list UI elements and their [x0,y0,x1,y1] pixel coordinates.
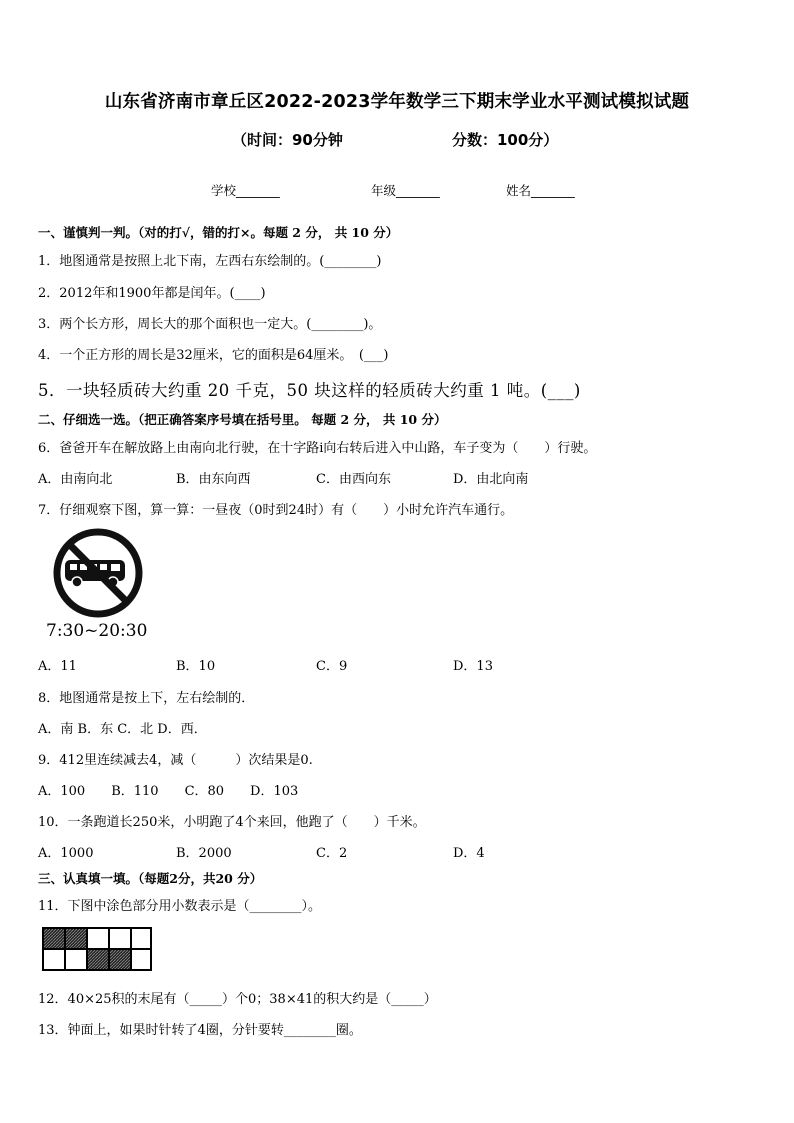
q6-option-b: B．由东向西 [176,472,251,487]
q9-options: A．100 B．110 C．80 D．103 [38,784,299,799]
no-bus-sign-icon [50,527,146,619]
q7-option-c: C．9 [316,659,348,674]
question-11: 11．下图中涂色部分用小数表示是（________）。 [38,899,322,914]
page-title: 山东省济南市章丘区2022-2023学年数学三下期末学业水平测试模拟试题 [104,92,690,112]
question-1: 1．地图通常是按照上北下南，左西右东绘制的。(________) [38,254,382,269]
shaded-grid-figure [41,926,153,972]
q6-option-a: A．由南向北 [38,472,113,487]
q10-option-c: C．2 [316,846,348,861]
question-6: 6．爸爸开车在解放路上由南向北行驶，在十字路ⅰ向右转后进入中山路，车子变为（ ）行驶。 [38,441,597,456]
question-3: 3．两个长方形，周长大的那个面积也一定大。(________)。 [38,317,382,332]
exam-score: 分数：100分） [452,131,559,149]
question-7: 7．仔细观察下图，算一算：一昼夜（0时到24时）有（ ）小时允许汽车通行。 [38,503,514,518]
question-13: 13．钟面上，如果时针转了4圈，分针要转________圈。 [38,1023,362,1038]
q7-option-a: A．11 [38,659,77,674]
exam-time: （时间：90分钟 [232,131,343,149]
question-12: 12．40×25积的末尾有（_____）个0；38×41的积大约是（_____） [38,992,437,1007]
sign-time-caption: 7:30~20:30 [46,621,148,641]
question-2: 2．2012年和1900年都是闰年。(____) [38,286,266,301]
q6-option-d: D．由北向南 [453,472,529,487]
q10-option-b: B．2000 [176,846,232,861]
q7-option-b: B．10 [176,659,216,674]
question-8: 8．地图通常是按上下，左右绘制的． [38,691,255,706]
q10-option-a: A．1000 [38,846,94,861]
question-9: 9．412里连续减去4，减（ ）次结果是0. [38,753,313,768]
grade-field: 年级_______ [371,183,440,198]
q8-options: A．南 B．东 C．北 D．西． [38,722,207,737]
section-2-heading: 二、仔细选一选。（把正确答案序号填在括号里。 每题 2 分， 共 10 分） [38,412,447,427]
section-1-heading: 一、谨慎判一判。（对的打√，错的打×。每题 2 分， 共 10 分） [38,225,399,240]
question-4: 4．一个正方形的周长是32厘米，它的面积是64厘米。 (___) [38,348,389,363]
section-3-heading: 三、认真填一填。（每题2分，共20 分） [38,871,263,886]
q10-option-d: D．4 [453,846,485,861]
question-10: 10．一条跑道长250米，小明跑了4个来回，他跑了（ ）千米。 [38,815,426,830]
q7-option-d: D．13 [453,659,493,674]
q6-option-c: C．由西向东 [316,472,391,487]
school-field: 学校_______ [211,183,280,198]
question-5: 5．一块轻质砖大约重 20 千克，50 块这样的轻质砖大约重 1 吨。(___) [38,381,581,400]
name-field: 姓名_______ [506,183,575,198]
